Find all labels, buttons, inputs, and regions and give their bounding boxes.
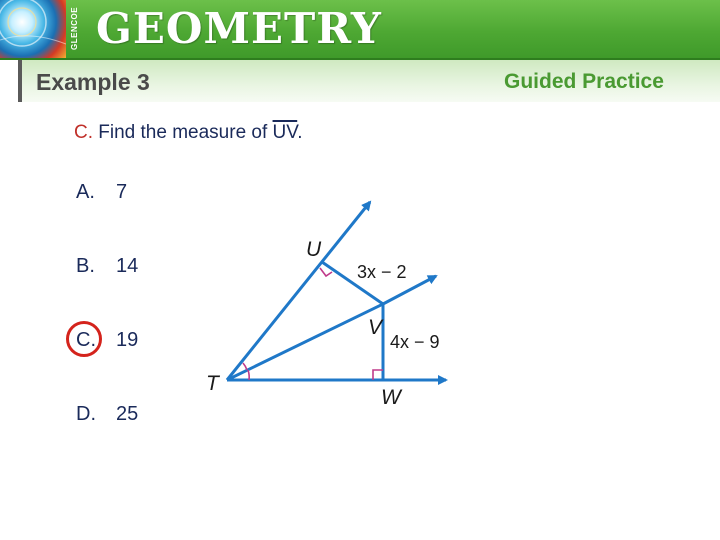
ray-tu — [227, 202, 370, 380]
book-title: GEOMETRY — [96, 4, 382, 53]
segment-name: $\overline{UV}$ — [272, 122, 298, 143]
label-w: W — [381, 386, 401, 409]
ray-tv — [227, 304, 383, 380]
banner-artwork — [0, 0, 66, 58]
choice-value: 19 — [116, 329, 139, 351]
label-u: U — [306, 238, 322, 261]
expr-uv: 3x − 2 — [357, 262, 407, 282]
label-t: T — [206, 372, 219, 395]
example-label: Example 3 — [36, 69, 150, 95]
choice-d[interactable] — [76, 400, 138, 428]
choice-value: 14 — [116, 255, 139, 277]
question-letter: C. — [74, 122, 93, 143]
choice-letter: D. — [76, 403, 96, 425]
choice-value: 25 — [116, 403, 139, 425]
guided-practice-label: Guided Practice — [504, 70, 664, 93]
question-prompt: Find the measure of — [98, 122, 268, 143]
header-left-rule — [18, 60, 22, 102]
choice-a[interactable] — [76, 178, 127, 206]
choice-letter: C. — [76, 329, 96, 351]
label-v: V — [368, 316, 383, 339]
choice-letter: A. — [76, 181, 95, 203]
angle-arc-upper — [243, 363, 247, 370]
selected-answer-circle — [66, 321, 102, 357]
expr-vw: 4x − 9 — [390, 332, 440, 352]
choice-value: 7 — [116, 181, 128, 203]
question-text — [74, 120, 302, 146]
geometry-diagram — [200, 190, 470, 420]
choice-letter: B. — [76, 255, 95, 277]
publisher-logo: GLENCOE — [70, 6, 79, 50]
question-end: . — [297, 122, 303, 143]
choice-b[interactable] — [76, 252, 138, 280]
